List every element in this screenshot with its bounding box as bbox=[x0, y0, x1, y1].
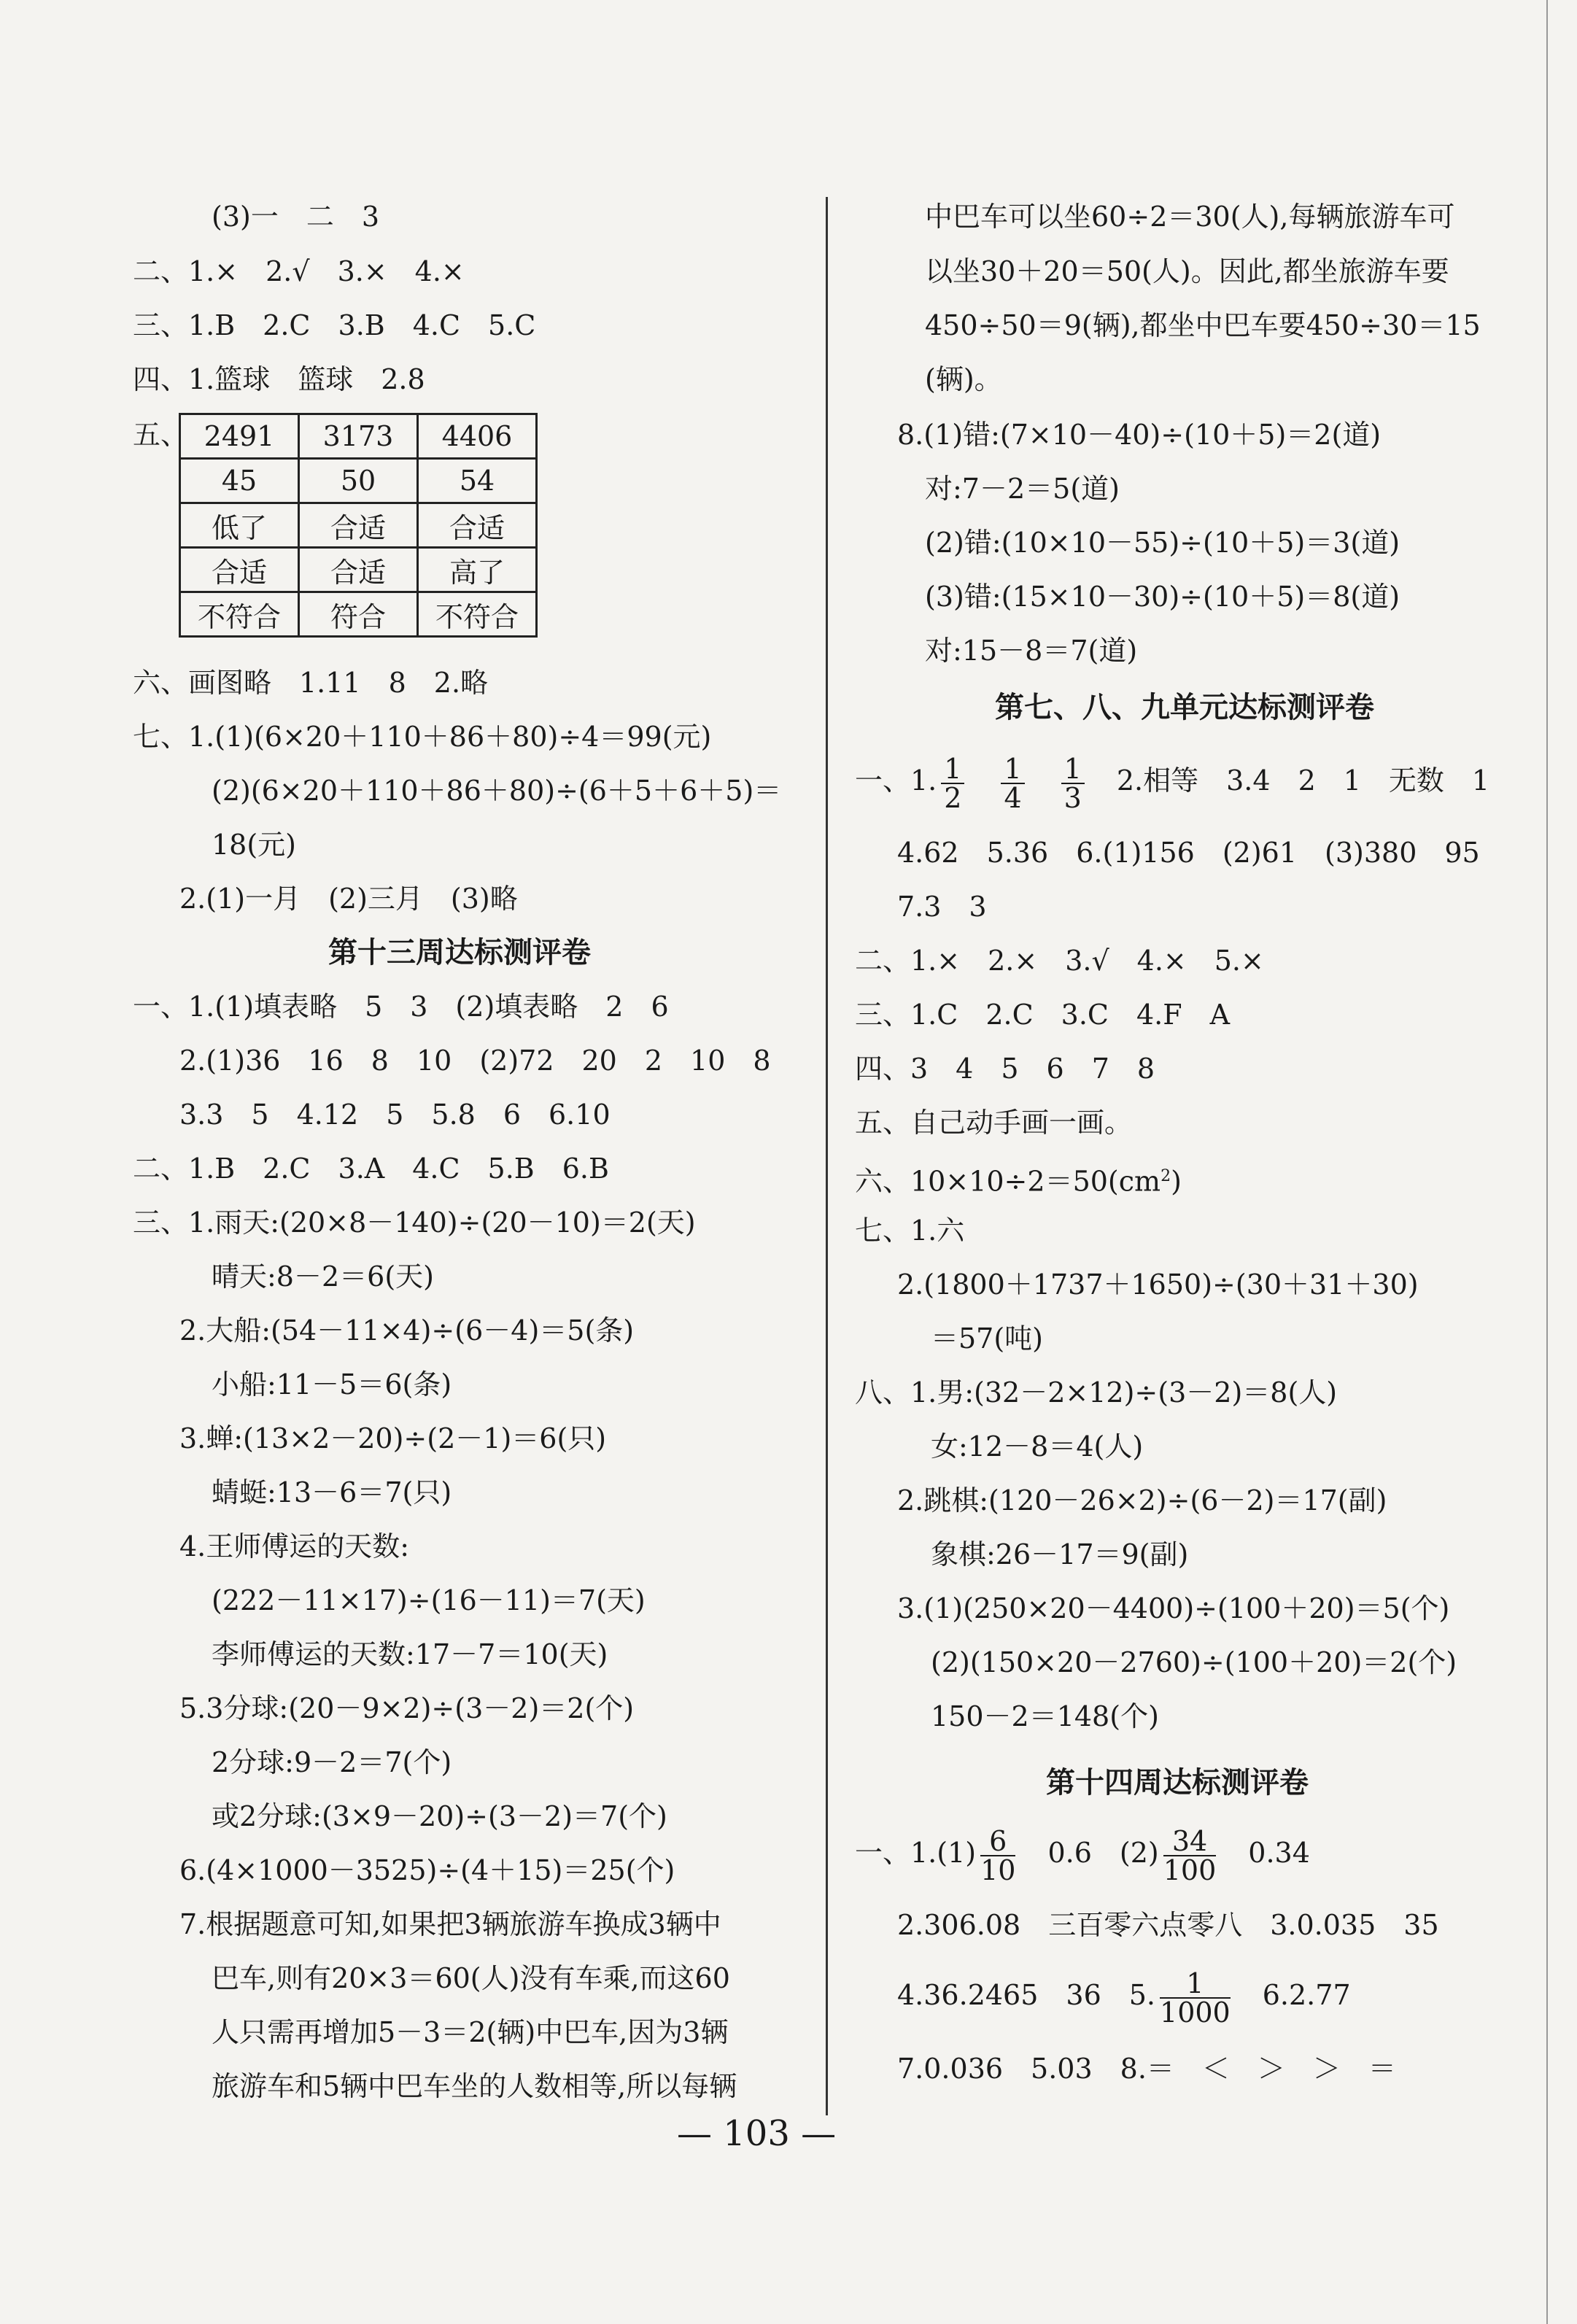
right-r2: 以坐30＋20＝50(人)。因此,都坐旅游车要 bbox=[925, 255, 1449, 287]
fraction: $\frac{1}{3}$ bbox=[1061, 755, 1085, 812]
table-cell: 不符合 bbox=[418, 592, 537, 637]
table-row bbox=[180, 414, 537, 459]
right-b9: 七、1.六 bbox=[855, 1215, 965, 1247]
table-cell: 低了 bbox=[180, 503, 299, 548]
fraction-one-thousandth: $\frac{1}{1000}$ bbox=[1160, 1967, 1231, 2029]
left-a4: 二、1.B 2.C 3.A 4.C 5.B 6.B bbox=[133, 1153, 609, 1185]
left-line-1: (3)一 二 3 bbox=[212, 201, 380, 233]
right-r3: 450÷50＝9(辆),都坐中巴车要450÷30＝15 bbox=[925, 309, 1481, 341]
right-b11: ＝57(吨) bbox=[931, 1322, 1044, 1355]
right-b1 bbox=[855, 748, 1489, 813]
fraction-thirty-four-hundredths: $\frac{34}{100}$ bbox=[1163, 1824, 1217, 1886]
right-b5: 三、1.C 2.C 3.C 4.F A bbox=[855, 999, 1231, 1031]
left-a15: 2分球:9－2＝7(个) bbox=[212, 1746, 452, 1778]
right-b7: 五、自己动手画一画。 bbox=[855, 1107, 1133, 1139]
right-r9: 对:15－8＝7(道) bbox=[925, 635, 1138, 667]
table-row bbox=[180, 459, 537, 503]
right-r6: 对:7－2＝5(道) bbox=[925, 473, 1120, 505]
left-line-6: 六、画图略 1.11 8 2.略 bbox=[133, 667, 489, 699]
right-b12: 八、1.男:(32－2×12)÷(3－2)＝8(人) bbox=[855, 1376, 1338, 1409]
left-a18: 7.根据题意可知,如果把3辆旅游车换成3辆中 bbox=[179, 1908, 721, 1940]
left-line-4: 四、1.篮球 篮球 2.8 bbox=[133, 363, 425, 395]
left-a5: 三、1.雨天:(20×8－140)÷(20－10)＝2(天) bbox=[133, 1206, 696, 1239]
section-five-label: 五、 bbox=[133, 419, 189, 451]
right-r8: (3)错:(15×10－30)÷(10＋5)＝8(道) bbox=[925, 581, 1400, 613]
right-b2: 4.62 5.36 6.(1)156 (2)61 (3)380 95 bbox=[897, 837, 1480, 869]
right-b18: 150－2＝148(个) bbox=[931, 1700, 1159, 1732]
right-r7: (2)错:(10×10－55)÷(10＋5)＝3(道) bbox=[925, 527, 1400, 559]
left-a13: 李师傅运的天数:17－7＝10(天) bbox=[212, 1638, 608, 1670]
right-c1-c: 0.34 bbox=[1248, 1837, 1310, 1869]
right-r1: 中巴车可以坐60÷2＝30(人),每辆旅游车可 bbox=[925, 201, 1455, 233]
table-row bbox=[180, 592, 537, 637]
right-b10: 2.(1800＋1737＋1650)÷(30＋31＋30) bbox=[897, 1268, 1419, 1301]
heading-week-14: 第十四周达标测评卷 bbox=[1046, 1766, 1309, 1800]
heading-week-13: 第十三周达标测评卷 bbox=[328, 936, 591, 969]
left-line-10: 2.(1)一月 (2)三月 (3)略 bbox=[179, 883, 518, 915]
right-b8-end: ) bbox=[1171, 1165, 1182, 1198]
right-c3-a: 4.36.2465 36 5. bbox=[897, 1979, 1156, 2011]
right-c1-b: 0.6 (2) bbox=[1047, 1837, 1159, 1869]
page-number: — 103 — bbox=[677, 2113, 837, 2154]
table-row bbox=[180, 548, 537, 592]
table-cell: 50 bbox=[299, 459, 418, 503]
right-b8 bbox=[855, 1159, 1182, 1199]
table-cell: 高了 bbox=[418, 548, 537, 592]
left-line-9: 18(元) bbox=[212, 829, 297, 861]
table-cell: 4406 bbox=[418, 414, 537, 459]
fraction: $\frac{1}{2}$ bbox=[941, 755, 964, 812]
left-a16: 或2分球:(3×9－20)÷(3－2)＝7(个) bbox=[212, 1800, 667, 1832]
left-a11: 4.王师傅运的天数: bbox=[179, 1530, 410, 1562]
right-c2: 2.306.08 三百零六点零八 3.0.035 35 bbox=[897, 1909, 1439, 1941]
right-b14: 2.跳棋:(120－26×2)÷(6－2)＝17(副) bbox=[897, 1484, 1387, 1517]
table-cell: 合适 bbox=[299, 503, 418, 548]
right-b4: 二、1.× 2.× 3.√ 4.× 5.× bbox=[855, 945, 1264, 977]
right-r5: 8.(1)错:(7×10－40)÷(10＋5)＝2(道) bbox=[897, 419, 1382, 451]
right-b8-sup: 2 bbox=[1161, 1167, 1171, 1185]
table-cell: 2491 bbox=[180, 414, 299, 459]
table-cell: 不符合 bbox=[180, 592, 299, 637]
left-a19: 巴车,则有20×3＝60(人)没有车乘,而这60 bbox=[212, 1962, 730, 1994]
left-line-8: (2)(6×20＋110＋86＋80)÷(6＋5＋6＋5)＝ bbox=[212, 775, 782, 807]
right-c1-a: 一、1.(1) bbox=[855, 1837, 977, 1869]
right-b15: 象棋:26－17＝9(副) bbox=[931, 1538, 1189, 1570]
fraction: $\frac{1}{4}$ bbox=[1001, 755, 1024, 812]
table-cell: 3173 bbox=[299, 414, 418, 459]
left-a12: (222－11×17)÷(16－11)＝7(天) bbox=[212, 1584, 646, 1616]
left-a20: 人只需再增加5－3＝2(辆)中巴车,因为3辆 bbox=[212, 2016, 729, 2048]
right-c4: 7.0.036 5.03 8.＝ ＜ ＞ ＞ ＝ bbox=[897, 2053, 1396, 2085]
table-cell: 54 bbox=[418, 459, 537, 503]
right-b17: (2)(150×20－2760)÷(100＋20)＝2(个) bbox=[931, 1646, 1457, 1678]
column-divider bbox=[826, 197, 828, 2115]
right-b13: 女:12－8＝4(人) bbox=[931, 1430, 1144, 1463]
left-a9: 3.蝉:(13×2－20)÷(2－1)＝6(只) bbox=[179, 1422, 607, 1455]
right-r4: (辆)。 bbox=[925, 363, 1002, 395]
left-line-7: 七、1.(1)(6×20＋110＋86＋80)÷4＝99(元) bbox=[133, 721, 712, 753]
right-b6: 四、3 4 5 6 7 8 bbox=[855, 1053, 1155, 1085]
answer-table bbox=[179, 413, 538, 638]
left-a1: 一、1.(1)填表略 5 3 (2)填表略 2 6 bbox=[133, 991, 669, 1023]
page-edge bbox=[1546, 0, 1548, 2324]
right-b8-text: 六、10×10÷2＝50(cm bbox=[855, 1165, 1161, 1198]
table-row bbox=[180, 503, 537, 548]
fraction-six-tenths: $\frac{6}{10}$ bbox=[980, 1824, 1016, 1886]
right-b1-suffix: 2.相等 3.4 2 1 无数 1 bbox=[1116, 764, 1490, 797]
table-cell: 合适 bbox=[180, 548, 299, 592]
right-b3: 7.3 3 bbox=[897, 891, 987, 923]
right-c3 bbox=[897, 1962, 1351, 2028]
right-c1 bbox=[855, 1820, 1310, 1886]
table-cell: 合适 bbox=[299, 548, 418, 592]
table-cell: 45 bbox=[180, 459, 299, 503]
right-b1-fractions bbox=[937, 752, 1089, 814]
left-a14: 5.3分球:(20－9×2)÷(3－2)＝2(个) bbox=[179, 1692, 635, 1724]
heading-units-7-8-9: 第七、八、九单元达标测评卷 bbox=[995, 691, 1374, 724]
right-b16: 3.(1)(250×20－4400)÷(100＋20)＝5(个) bbox=[897, 1592, 1450, 1624]
left-a7: 2.大船:(54－11×4)÷(6－4)＝5(条) bbox=[179, 1314, 635, 1347]
left-a10: 蜻蜓:13－6＝7(只) bbox=[212, 1476, 452, 1508]
left-a8: 小船:11－5＝6(条) bbox=[212, 1368, 452, 1401]
left-a2: 2.(1)36 16 8 10 (2)72 20 2 10 8 bbox=[179, 1045, 771, 1077]
left-line-2: 二、1.× 2.√ 3.× 4.× bbox=[133, 255, 465, 287]
left-a17: 6.(4×1000－3525)÷(4＋15)＝25(个) bbox=[179, 1854, 675, 1886]
table-cell: 合适 bbox=[418, 503, 537, 548]
left-a21: 旅游车和5辆中巴车坐的人数相等,所以每辆 bbox=[212, 2070, 737, 2102]
left-line-3: 三、1.B 2.C 3.B 4.C 5.C bbox=[133, 309, 536, 341]
left-a3: 3.3 5 4.12 5 5.8 6 6.10 bbox=[179, 1099, 611, 1131]
table-cell: 符合 bbox=[299, 592, 418, 637]
left-a6: 晴天:8－2＝6(天) bbox=[212, 1260, 434, 1293]
right-b1-prefix: 一、1. bbox=[855, 764, 937, 797]
right-c3-b: 6.2.77 bbox=[1262, 1979, 1351, 2011]
